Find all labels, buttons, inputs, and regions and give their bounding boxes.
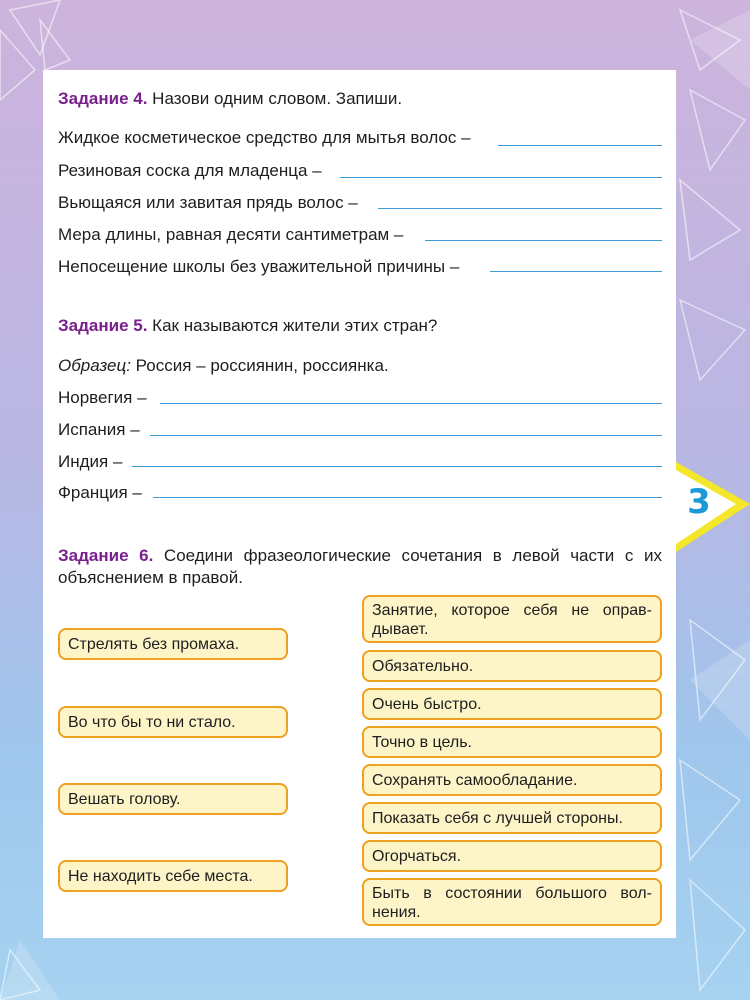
- right-meaning-1-line-1: Занятие, которое себя не оправ-: [372, 602, 652, 619]
- right-meaning-8-line-1: Быть в состоянии большого вол-: [372, 885, 652, 902]
- task4-item-1: Жидкое косметическое средство для мытья волос –: [58, 128, 471, 147]
- right-meaning-5[interactable]: Сохранять самообладание.: [362, 764, 662, 796]
- task5-answer-3[interactable]: [132, 466, 662, 467]
- right-meaning-2[interactable]: Обязательно.: [362, 650, 662, 682]
- task5-title: Задание 5.: [58, 316, 148, 335]
- task4-item-4: Мера длины, равная десяти сантиметрам –: [58, 225, 404, 244]
- task5-heading: [58, 314, 437, 338]
- task4-item-2: Резиновая соска для младенца –: [58, 161, 322, 180]
- task4-title: Задание 4.: [58, 89, 148, 108]
- task6-heading: [58, 545, 662, 589]
- task6-instruction: Соедини фразеологические сочетания в левой части с их объяснением в правой.: [58, 546, 662, 587]
- right-meaning-8[interactable]: Быть в состоянии большого вол- нения.: [362, 878, 662, 926]
- task5-item-2: Испания –: [58, 420, 140, 439]
- task5-sample-label: Образец:: [58, 356, 131, 375]
- page-number: 3: [687, 482, 711, 522]
- right-meaning-7[interactable]: Огорчаться.: [362, 840, 662, 872]
- task4-heading: [58, 87, 402, 111]
- task5-item-1: Норвегия –: [58, 388, 147, 407]
- task4-answer-3[interactable]: [378, 208, 662, 209]
- task4-answer-2[interactable]: [340, 177, 662, 178]
- right-meaning-1[interactable]: Занятие, которое себя не оправ- дывает.: [362, 595, 662, 643]
- task4-answer-1[interactable]: [498, 145, 662, 146]
- task5-sample-text: Россия – россиянин, россиянка.: [135, 356, 389, 375]
- left-phrase-4[interactable]: Не находить себе места.: [58, 860, 288, 892]
- task5-sample: [58, 354, 389, 378]
- task6-title: Задание 6.: [58, 546, 154, 565]
- right-meaning-6[interactable]: Показать себя с лучшей стороны.: [362, 802, 662, 834]
- task5-answer-1[interactable]: [160, 403, 662, 404]
- left-phrase-3[interactable]: Вешать голову.: [58, 783, 288, 815]
- task4-answer-4[interactable]: [425, 240, 662, 241]
- right-meaning-4[interactable]: Точно в цель.: [362, 726, 662, 758]
- left-phrase-2[interactable]: Во что бы то ни стало.: [58, 706, 288, 738]
- task4-item-5: Непосещение школы без уважительной причины –: [58, 257, 460, 276]
- right-meaning-3[interactable]: Очень быстро.: [362, 688, 662, 720]
- task5-item-3: Индия –: [58, 452, 123, 471]
- task4-item-3: Вьющаяся или завитая прядь волос –: [58, 193, 358, 212]
- task5-answer-2[interactable]: [150, 435, 662, 436]
- task5-item-4: Франция –: [58, 483, 142, 502]
- task4-answer-5[interactable]: [490, 271, 662, 272]
- task5-instruction: Как называются жители этих стран?: [152, 316, 438, 335]
- task5-answer-4[interactable]: [153, 497, 662, 498]
- left-phrase-1[interactable]: Стрелять без промаха.: [58, 628, 288, 660]
- task4-instruction: Назови одним словом. Запиши.: [152, 89, 403, 108]
